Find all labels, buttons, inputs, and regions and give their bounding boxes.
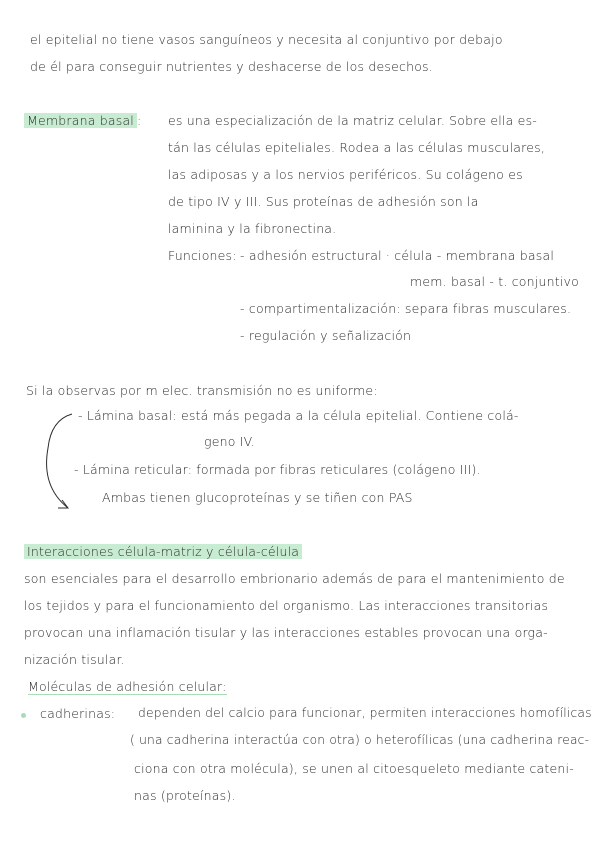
cadherinas-line-1: dependen del calcio para funcionar, permiten interacciones homofílicas bbox=[138, 706, 592, 720]
cadherinas-label: cadherinas: bbox=[40, 706, 116, 721]
ambas-line: Ambas tienen glucoproteínas y se tiñen con PAS bbox=[102, 490, 413, 505]
microscopio-line: Si la observas por m elec. transmisión no es uniforme: bbox=[26, 383, 378, 398]
funcion-2: - compartimentalización: separa fibras musculares. bbox=[240, 301, 572, 316]
cadherinas-line-2: ( una cadherina interactúa con otra) o heterofílicas (una cadherina reac- bbox=[130, 733, 590, 747]
interacciones-line-4: nización tisular. bbox=[24, 652, 125, 667]
interacciones-line-3: provocan una inflamación tisular y las interacciones estables provocan una orga- bbox=[24, 625, 548, 640]
membrana-heading-text: Membrana basal bbox=[24, 113, 137, 128]
interacciones-heading-text: Interacciones célula-matriz y célula-célula bbox=[24, 544, 302, 559]
cadherinas-line-3: ciona con otra molécula), se unen al citoesqueleto mediante cateni- bbox=[134, 761, 574, 776]
intro-line-1: el epitelial no tiene vasos sanguíneos y necesita al conjuntivo por debajo bbox=[30, 32, 503, 47]
intro-line-2: de él para conseguir nutrientes y deshacerse de los desechos. bbox=[30, 59, 433, 74]
membrana-line-4: de tipo IV y III. Sus proteínas de adhesión son la bbox=[168, 194, 479, 209]
membrana-line-5: laminina y la fibronectina. bbox=[168, 221, 337, 236]
moleculas-heading-text: Moléculas de adhesión celular: bbox=[28, 679, 227, 694]
funcion-1-cont: mem. basal - t. conjuntivo bbox=[410, 274, 579, 289]
funciones-label: Funciones: bbox=[168, 248, 237, 263]
lamina-basal-cont: geno IV. bbox=[204, 434, 255, 449]
interacciones-heading bbox=[24, 544, 302, 559]
lamina-reticular: - Lámina reticular: formada por fibras reticulares (colágeno III). bbox=[74, 462, 481, 477]
bullet-icon bbox=[21, 713, 26, 718]
membrana-colon: : bbox=[136, 113, 142, 128]
membrana-line-3: las adiposas y a los nervios periféricos. Su colágeno es bbox=[168, 167, 523, 182]
interacciones-line-2: los tejidos y para el funcionamiento del organismo. Las interacciones transitorias bbox=[24, 598, 549, 613]
moleculas-heading bbox=[28, 679, 227, 694]
funcion-1: - adhesión estructural · célula - membrana basal bbox=[240, 248, 554, 263]
membrana-line-1: es una especialización de la matriz celular. Sobre ella es- bbox=[168, 113, 537, 128]
lamina-basal: - Lámina basal: está más pegada a la célula epitelial. Contiene colá- bbox=[78, 408, 519, 423]
cadherinas-line-4: nas (proteínas). bbox=[134, 788, 236, 803]
interacciones-line-1: son esenciales para el desarrollo embrionario además de para el mantenimiento de bbox=[24, 571, 565, 586]
membrana-line-2: tán las células epiteliales. Rodea a las células musculares, bbox=[168, 140, 546, 155]
funcion-3: - regulación y señalización bbox=[240, 328, 412, 343]
